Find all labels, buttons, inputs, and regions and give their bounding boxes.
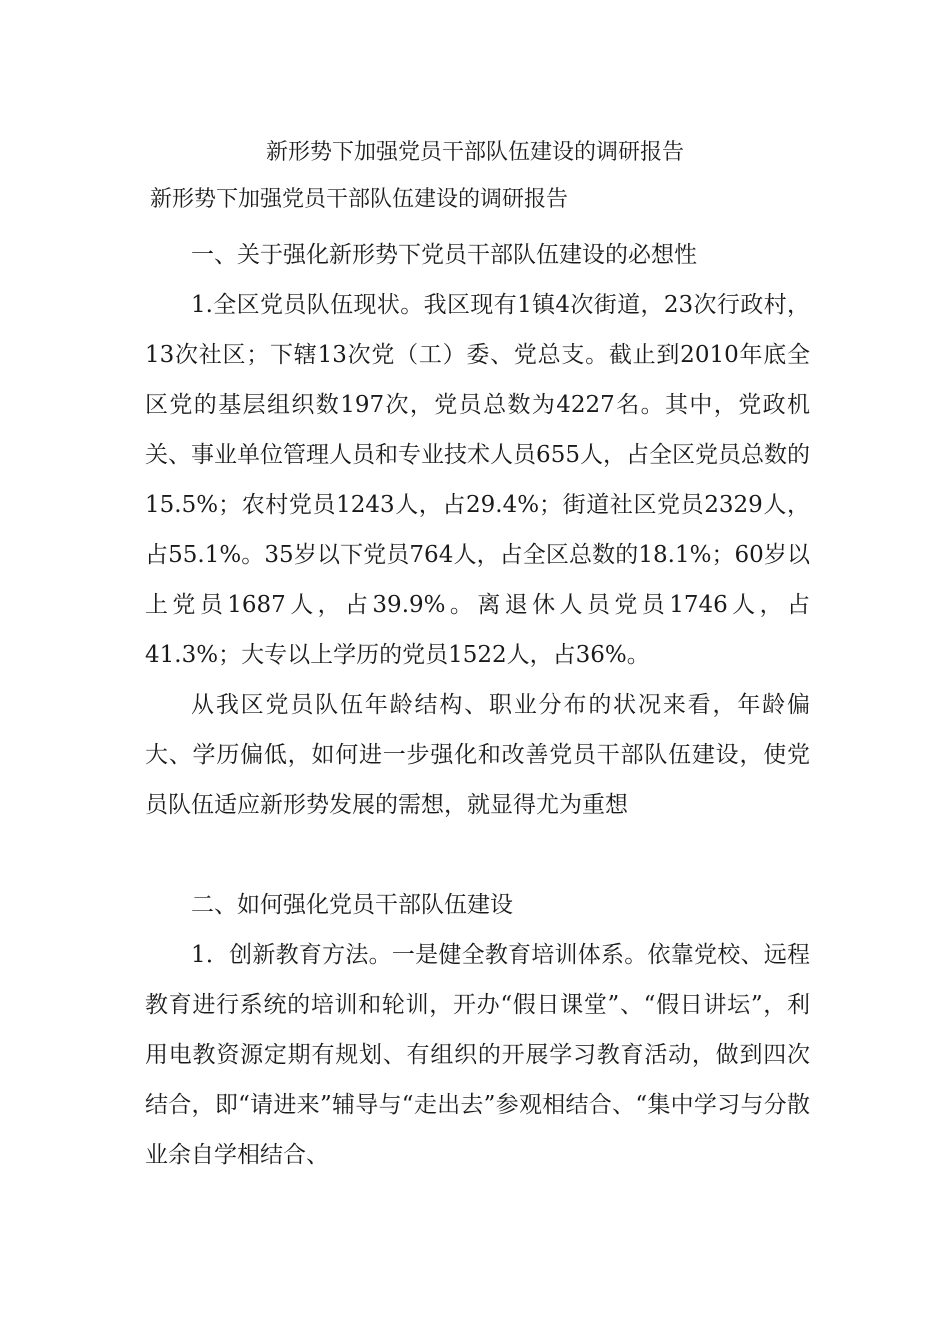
paragraph-education-methods: 1．创新教育方法。一是健全教育培训体系。依靠党校、远程教育进行系统的培训和轮训，开办“假日课堂”、“假日讲坛”，利用电教资源定期有规划、有组织的开展学习教育活动，做到四次结合，即“请进来”辅导与“走出去”参观相结合、“集中学习与分散业余自学相结合、 xyxy=(145,942,810,1168)
document-title: 新形势下加强党员干部队伍建设的调研报告 xyxy=(265,140,684,165)
paragraph-analysis: 从我区党员队伍年龄结构、职业分布的状况来看，年龄偏大、学历偏低，如何进一步强化和改善党员干部队伍建设，使党员队伍适应新形势发展的需想，就显得尤为重想 xyxy=(145,692,810,818)
section-heading-1: 一、关于强化新形势下党员干部队伍建设的必想性 xyxy=(191,242,697,268)
section-heading-2: 二、如何强化党员干部队伍建设 xyxy=(191,892,513,918)
document-body xyxy=(145,230,810,1180)
document-subtitle: 新形势下加强党员干部队伍建设的调研报告 xyxy=(150,187,569,212)
paragraph-party-status: 1.全区党员队伍现状。我区现有1镇4次街道，23次行政村，13次社区；下辖13次党（工）委、党总支。截止到2010年底全区党的基层组织数197次，党员总数为4227名。其中，党政机关、事业单位管理人员和专业技术人员655人，占全区党员总数的15.5%；农村党员1243人，占29.4%；街道社区党员2329人，占55.1%。35岁以下党员764人，占全区总数的18.1%；60岁以上党员1687人，占39.9%。离退休人员党员1746人，占41.3%；大专以上学历的党员1522人，占36%。 xyxy=(145,292,810,668)
